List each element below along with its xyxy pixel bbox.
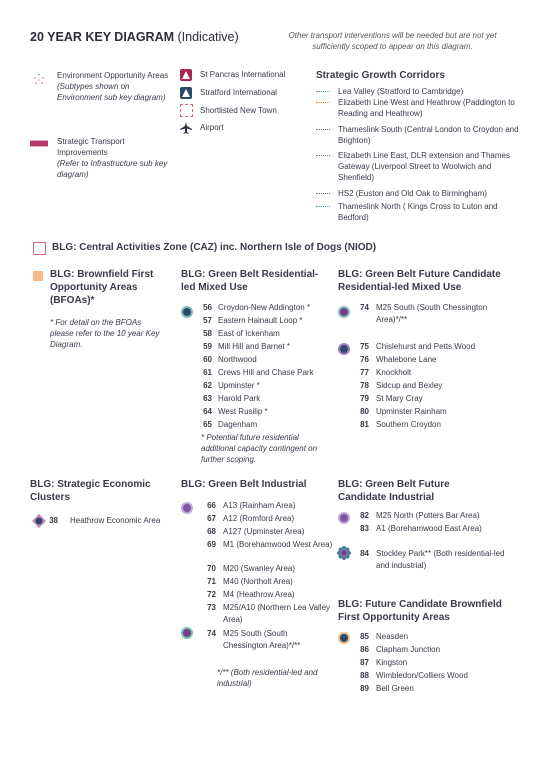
- item-label: Sidcup and Bexley: [376, 381, 443, 390]
- item-label: M20 (Swanley Area): [223, 564, 296, 573]
- item-num: 65: [203, 420, 212, 429]
- item-label: Northwood: [218, 355, 257, 364]
- item-num: 85: [360, 632, 369, 641]
- item-num: 80: [360, 407, 369, 416]
- environment-opportunity-icon: [33, 72, 45, 84]
- item-num: 38: [49, 516, 58, 525]
- item-label: M25 North (Potters Bar Area): [376, 511, 480, 520]
- item-num: 87: [360, 658, 369, 667]
- sec-heading: BLG: Strategic Economic Clusters: [30, 479, 151, 503]
- gb-future-ind-heading: BLG: Green Belt Future Candidate Industrial: [338, 479, 450, 503]
- item-num: 74: [207, 629, 216, 638]
- item-num: 73: [207, 603, 216, 612]
- item-label: M25 South (South Chessington Area)*/**: [223, 629, 301, 650]
- item-num: 58: [203, 329, 212, 338]
- corridor-label: Thameslink North ( Kings Cross to Luton and Bedford): [338, 202, 498, 222]
- stpancras-label: St Pancras International: [200, 70, 286, 79]
- airport-icon: [180, 121, 192, 133]
- gb-resi-note: * Potential future residential additional capacity contingent on further scoping.: [201, 433, 318, 464]
- corridor-label: Thameslink South (Central London to Croydon and Brighton): [338, 125, 519, 145]
- item-label: Wimbledon/Colliers Wood: [376, 671, 468, 680]
- corridor-line-icon: [316, 155, 330, 156]
- gb-ind-note: */** (Both residential-led and industrial): [217, 668, 318, 688]
- corridor-line-icon: [316, 91, 330, 92]
- item-num: 71: [207, 577, 216, 586]
- environment-title: Environment Opportunity Areas: [57, 71, 169, 80]
- item-num: 56: [203, 303, 212, 312]
- item-label: Clapham Junction: [376, 645, 441, 654]
- bf-future-heading: BLG: Future Candidate Brownfield First Opportunity Areas: [338, 599, 502, 623]
- item-num: 81: [360, 420, 369, 429]
- item-label: M4 (Heathrow Area): [223, 590, 295, 599]
- item-num: 82: [360, 511, 369, 520]
- item-label: Crews Hill and Chase Park: [218, 368, 314, 377]
- item-label: Upminster Rainham: [376, 407, 447, 416]
- item-num: 69: [207, 540, 216, 549]
- item-label: M40 (Northolt Area): [223, 577, 293, 586]
- caz-label: BLG: Central Activities Zone (CAZ) inc. Northern Isle of Dogs (NIOD): [52, 242, 377, 253]
- item-label: A12 (Romford Area): [223, 514, 295, 523]
- item-num: 77: [360, 368, 369, 377]
- item-num: 83: [360, 524, 369, 533]
- title-bold: 20 YEAR KEY DIAGRAM: [30, 30, 175, 44]
- item-num: 70: [207, 564, 216, 573]
- new-town-label: Shortlisted New Town: [200, 106, 277, 115]
- bfoa-heading: BLG: Brownfield First Opportunity Areas (BFOAs)*: [50, 269, 154, 306]
- item-label: A1 (Borehamwood East Area): [376, 524, 482, 533]
- item-label: Harold Park: [218, 394, 261, 403]
- item-label: Whalebone Lane: [376, 355, 437, 364]
- item-label: Upminster *: [218, 381, 260, 390]
- header-note: Other transport interventions will be needed but are not yet sufficiently scoped to appear on this diagram.: [288, 31, 497, 51]
- item-label: Bell Green: [376, 684, 414, 693]
- stratford-icon: [180, 86, 192, 98]
- item-num: 68: [207, 527, 216, 536]
- item-label: M1 (Borehamwood West Area): [223, 540, 333, 549]
- caz-icon: [33, 242, 46, 255]
- gb-resi-heading: BLG: Green Belt Residential-led Mixed Use: [181, 269, 319, 293]
- bfoa-note: * For detail on the BFOAs please refer to the 10 year Key Diagram.: [50, 318, 160, 349]
- item-num: 74: [360, 303, 369, 312]
- item-label: Croydon-New Addington *: [218, 303, 311, 312]
- bfoa-icon: [33, 271, 43, 281]
- item-label: Mill Hill and Barnet *: [218, 342, 291, 351]
- item-label: Knockholt: [376, 368, 412, 377]
- title-rest: (Indicative): [174, 30, 239, 44]
- item-label: Chislehurst and Petts Wood: [376, 342, 476, 351]
- airport-label: Airport: [200, 123, 224, 132]
- environment-sub: (Subtypes shown on Environment sub key diagram): [57, 82, 166, 102]
- item-label: A13 (Rainham Area): [223, 501, 296, 510]
- item-num: 78: [360, 381, 369, 390]
- transport-line-icon: [30, 140, 48, 147]
- item-num: 62: [203, 381, 212, 390]
- item-num: 61: [203, 368, 212, 377]
- new-town-icon: [180, 104, 193, 117]
- item-num: 72: [207, 590, 216, 599]
- gb-ind-heading: BLG: Green Belt Industrial: [181, 479, 307, 490]
- item-num: 79: [360, 394, 369, 403]
- corridor-line-icon: [316, 102, 330, 103]
- item-num: 76: [360, 355, 369, 364]
- environment-legend: [57, 70, 172, 103]
- gb-future-resi-heading: BLG: Green Belt Future Candidate Residential-led Mixed Use: [338, 269, 501, 293]
- item-num: 89: [360, 684, 369, 693]
- corridor-label: HS2 (Euston and Old Oak to Birmingham): [338, 189, 487, 198]
- item-num: 67: [207, 514, 216, 523]
- item-label: East of Ickenham: [218, 329, 280, 338]
- item-label: M25/A10 (Northern Lea Valley Area): [223, 603, 331, 624]
- corridor-line-icon: [316, 129, 330, 130]
- item-label: West Rusilip *: [218, 407, 268, 416]
- transport-title: Strategic Transport Improvements: [57, 137, 125, 157]
- page-title: [30, 30, 239, 44]
- stpancras-icon: [180, 68, 192, 80]
- item-label: Dagenham: [218, 420, 258, 429]
- item-label: Eastern Hainault Loop *: [218, 316, 303, 325]
- item-num: 63: [203, 394, 212, 403]
- corridors-heading: Strategic Growth Corridors: [316, 70, 445, 81]
- item-num: 64: [203, 407, 212, 416]
- item-label: St Mary Cray: [376, 394, 423, 403]
- item-label: Kingston: [376, 658, 408, 667]
- corridor-label: Elizabeth Line East, DLR extension and Thames Gateway (Liverpool Street to Woolwich and Shenfield): [338, 151, 510, 182]
- transport-sub: (Refer to Infrastructure sub key diagram): [57, 159, 168, 179]
- item-num: 57: [203, 316, 212, 325]
- corridor-line-icon: [316, 193, 330, 194]
- item-num: 66: [207, 501, 216, 510]
- item-num: 75: [360, 342, 369, 351]
- transport-legend: [57, 136, 172, 180]
- corridor-line-icon: [316, 206, 330, 207]
- item-label: Stockley Park** (Both residential-led and industrial): [376, 549, 505, 570]
- item-label: M25 South (South Chessington Area)*/**: [376, 303, 488, 324]
- item-num: 59: [203, 342, 212, 351]
- corridor-label: Elizabeth Line West and Heathrow (Paddington to Reading and Heathrow): [338, 98, 515, 118]
- item-label: A127 (Upminster Area): [223, 527, 305, 536]
- item-label: Heathrow Economic Area: [70, 516, 161, 525]
- stratford-label: Stratford International: [200, 88, 277, 97]
- item-num: 60: [203, 355, 212, 364]
- item-num: 88: [360, 671, 369, 680]
- item-label: Southern Croydon: [376, 420, 441, 429]
- item-num: 86: [360, 645, 369, 654]
- item-num: 84: [360, 549, 369, 558]
- corridor-label: Lea Valley (Stratford to Cambridge): [338, 87, 464, 96]
- item-label: Neasden: [376, 632, 409, 641]
